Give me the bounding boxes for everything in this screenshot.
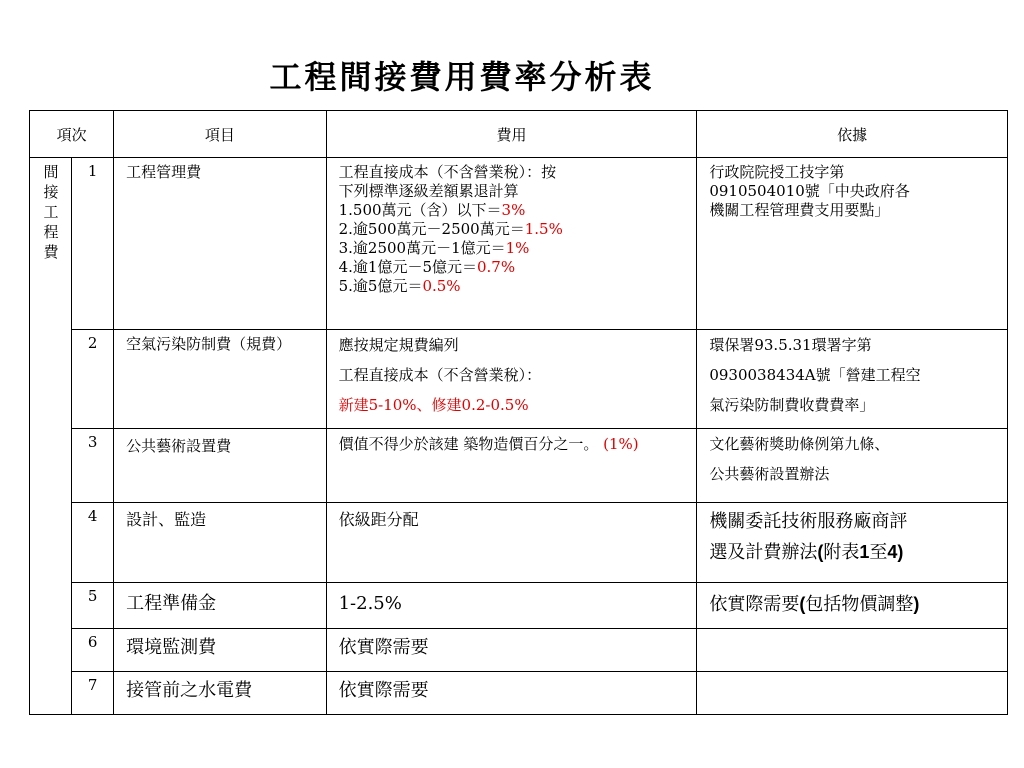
table-row xyxy=(30,429,1008,503)
row-number: 5 xyxy=(87,587,98,605)
cost-intro: 工程直接成本（不含營業稅）：按 xyxy=(338,163,557,181)
basis-description: 機關委託技術服務廠商評 選及計費辦法(附表1至4) xyxy=(709,511,908,563)
cost-rate: (1%) xyxy=(603,435,639,453)
basis-description xyxy=(697,672,1007,676)
table-row xyxy=(30,583,1008,629)
basis-description: 依實際需要(包括物價調整) xyxy=(709,594,920,615)
fee-rate-table xyxy=(29,110,1008,715)
item-name: 空氣污染防制費（規費） xyxy=(126,335,292,353)
cost-description: 依實際需要 xyxy=(338,680,429,701)
row-number: 6 xyxy=(87,633,98,651)
header-item-no: 項次 xyxy=(30,111,114,158)
cost-description: 1-2.5% xyxy=(338,593,402,614)
header-cost: 費用 xyxy=(326,111,697,158)
cost-tier: 2.逾500萬元－2500萬元＝1.5% xyxy=(338,220,563,238)
page-title: 工程間接費用費率分析表 xyxy=(269,58,655,96)
row-number: 4 xyxy=(87,507,98,525)
table-row xyxy=(30,330,1008,429)
basis-description: 環保署93.5.31環署字第 0930038434A號「營建工程空 氣污染防制費收費費率」 xyxy=(709,336,921,414)
item-name: 工程管理費 xyxy=(126,163,202,181)
table-row xyxy=(30,629,1008,672)
row-number: 7 xyxy=(87,676,98,694)
cost-tier: 5.逾5億元＝0.5% xyxy=(338,277,461,295)
header-item: 項目 xyxy=(114,111,326,158)
header-basis: 依據 xyxy=(697,111,1008,158)
table-row xyxy=(30,672,1008,715)
cost-description: 價值不得少於該建 築物造價百分之一。 (1%) xyxy=(338,435,639,453)
cost-tier: 4.逾1億元－5億元＝0.7% xyxy=(338,258,516,276)
cost-description xyxy=(327,158,697,296)
row-number: 1 xyxy=(87,162,98,180)
item-name: 接管前之水電費 xyxy=(126,680,253,701)
tier-rate: 0.5% xyxy=(422,277,461,295)
row-number: 2 xyxy=(87,334,98,352)
category-label: 間接工程費 xyxy=(43,163,59,261)
item-name: 工程準備金 xyxy=(126,593,217,614)
cost-description: 依實際需要 xyxy=(338,637,429,658)
table-row xyxy=(30,158,1008,330)
category-cell xyxy=(30,158,72,715)
table-header-row xyxy=(30,111,1008,158)
cost-tier: 3.逾2500萬元－1億元＝1% xyxy=(338,239,530,257)
basis-description: 文化藝術獎助條例第九條、 公共藝術設置辦法 xyxy=(709,435,890,483)
cost-description: 應按規定規費編列 工程直接成本（不含營業稅）： 新建5-10%、修建0.2-0.5% xyxy=(338,336,542,414)
item-name: 公共藝術設置費 xyxy=(126,437,232,455)
row-number: 3 xyxy=(87,433,98,451)
basis-description xyxy=(697,629,1007,633)
item-name: 設計、監造 xyxy=(126,510,207,529)
tier-rate: 0.7% xyxy=(477,258,516,276)
table-row xyxy=(30,503,1008,583)
cost-intro: 下列標準逐級差額累退計算 xyxy=(338,182,519,200)
item-name: 環境監測費 xyxy=(126,637,217,658)
cost-description: 依級距分配 xyxy=(338,510,419,529)
cost-tier: 1.500萬元（含）以下＝3% xyxy=(338,201,526,219)
tier-rate: 1% xyxy=(505,239,530,257)
tier-rate: 3% xyxy=(501,201,526,219)
basis-description: 行政院院授工技字第 0910504010號「中央政府各 機關工程管理費支用要點」 xyxy=(709,163,910,219)
tier-rate: 1.5% xyxy=(524,220,563,238)
